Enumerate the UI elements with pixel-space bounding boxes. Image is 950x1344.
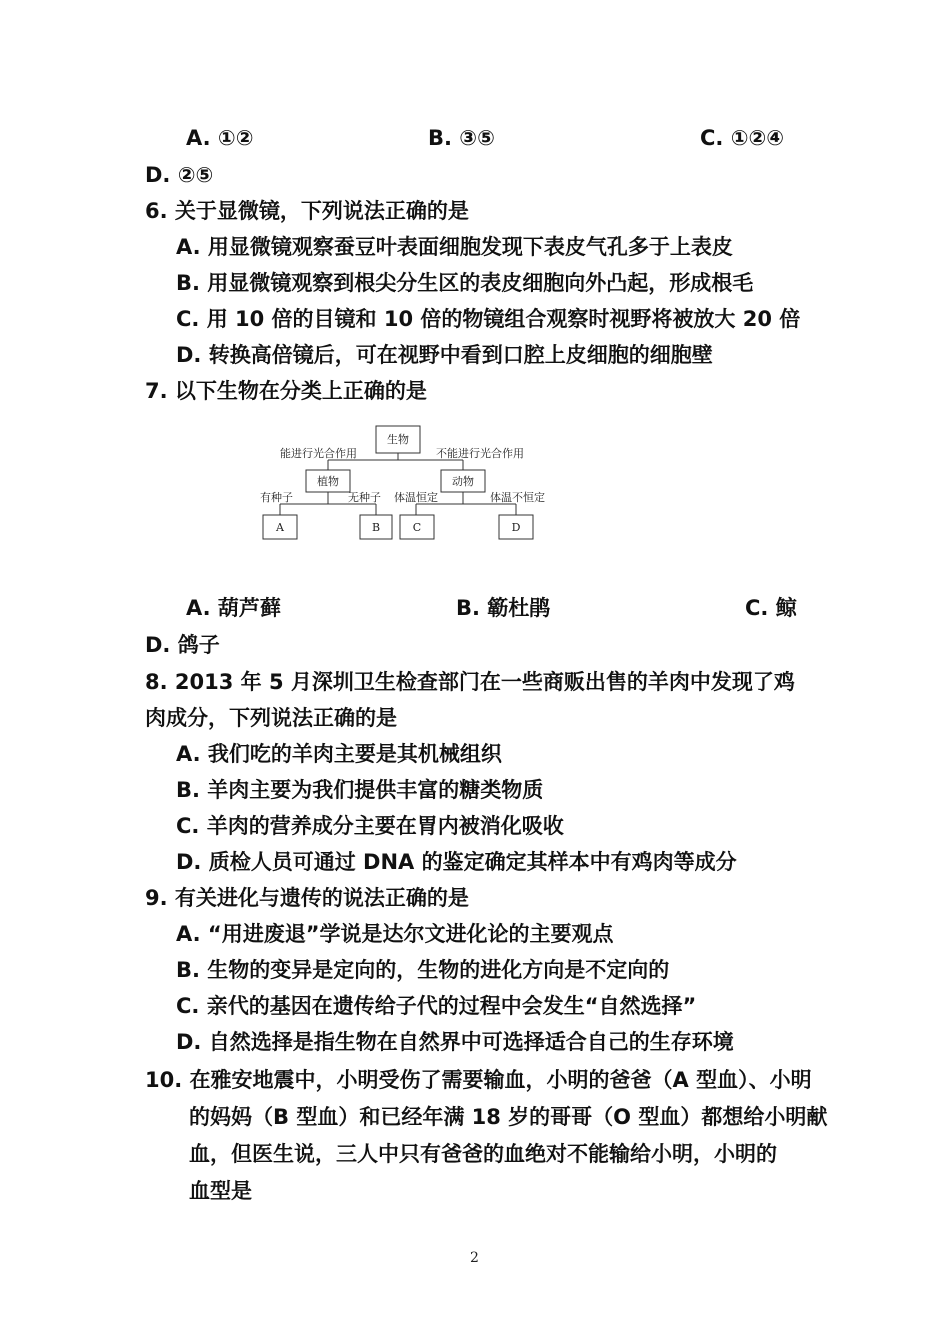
q8-option-b: B. 羊肉主要为我们提供丰富的糖类物质 <box>176 778 544 802</box>
q5-option-b: B. ③⑤ <box>428 126 495 150</box>
classification-diagram <box>258 420 558 548</box>
q9-option-d: D. 自然选择是指生物在自然界中可选择适合自己的生存环境 <box>176 1030 734 1054</box>
q10-stem-line-1: 10. 在雅安地震中，小明受伤了需要输血，小明的爸爸（A 型血）、小明 <box>145 1068 812 1092</box>
q5-option-a: A. ①② <box>186 126 254 150</box>
q10-stem-line-4: 血型是 <box>189 1179 252 1203</box>
q9-option-a: A. “用进废退”学说是达尔文进化论的主要观点 <box>176 922 614 946</box>
q8-stem-line-2: 肉成分，下列说法正确的是 <box>145 706 397 730</box>
q7-option-d: D. 鸽子 <box>145 633 220 657</box>
q8-option-a: A. 我们吃的羊肉主要是其机械组织 <box>176 742 502 766</box>
q9-stem: 9. 有关进化与遗传的说法正确的是 <box>145 886 469 910</box>
q10-stem-line-2: 的妈妈（B 型血）和已经年满 18 岁的哥哥（O 型血）都想给小明献 <box>189 1105 828 1129</box>
diagram-leaf-b-label: B <box>371 521 381 534</box>
q7-option-a: A. 葫芦藓 <box>186 596 281 620</box>
q6-option-c: C. 用 10 倍的目镜和 10 倍的物镜组合观察时视野将被放大 20 倍 <box>176 307 801 331</box>
diagram-variable-temp-label: 体温不恒定 <box>490 491 545 504</box>
diagram-leaf-a-label: A <box>276 521 284 534</box>
q9-option-c: C. 亲代的基因在遗传给子代的过程中会发生“自然选择” <box>176 994 697 1018</box>
diagram-animal-label: 动物 <box>452 475 474 488</box>
diagram-right-branch-label: 不能进行光合作用 <box>436 447 524 460</box>
q5-option-c: C. ①②④ <box>700 126 785 150</box>
q6-stem: 6. 关于显微镜，下列说法正确的是 <box>145 199 469 223</box>
diagram-has-seed-label: 有种子 <box>260 491 293 504</box>
diagram-plant-label: 植物 <box>317 475 339 488</box>
diagram-leaf-c-label: C <box>412 521 422 534</box>
diagram-leaf-d-label: D <box>511 521 521 534</box>
q7-stem: 7. 以下生物在分类上正确的是 <box>145 379 427 403</box>
q10-stem-line-3: 血，但医生说，三人中只有爸爸的血绝对不能输给小明，小明的 <box>189 1142 777 1166</box>
q5-option-d: D. ②⑤ <box>145 163 214 187</box>
q9-option-b: B. 生物的变异是定向的，生物的进化方向是不定向的 <box>176 958 670 982</box>
diagram-constant-temp-label: 体温恒定 <box>394 491 438 504</box>
q7-option-b: B. 簕杜鹃 <box>456 596 551 620</box>
q6-option-d: D. 转换高倍镜后，可在视野中看到口腔上皮细胞的细胞壁 <box>176 343 713 367</box>
page-number: 2 <box>470 1250 479 1266</box>
q6-option-a: A. 用显微镜观察蚕豆叶表面细胞发现下表皮气孔多于上表皮 <box>176 235 733 259</box>
q7-option-c: C. 鲸 <box>745 596 797 620</box>
diagram-left-branch-label: 能进行光合作用 <box>280 447 357 460</box>
q8-option-c: C. 羊肉的营养成分主要在胃内被消化吸收 <box>176 814 564 838</box>
diagram-root-label: 生物 <box>387 433 409 446</box>
q8-stem-line-1: 8. 2013 年 5 月深圳卫生检查部门在一些商贩出售的羊肉中发现了鸡 <box>145 670 795 694</box>
q8-option-d: D. 质检人员可通过 DNA 的鉴定确定其样本中有鸡肉等成分 <box>176 850 737 874</box>
diagram-no-seed-label: 无种子 <box>348 491 381 504</box>
q6-option-b: B. 用显微镜观察到根尖分生区的表皮细胞向外凸起，形成根毛 <box>176 271 754 295</box>
